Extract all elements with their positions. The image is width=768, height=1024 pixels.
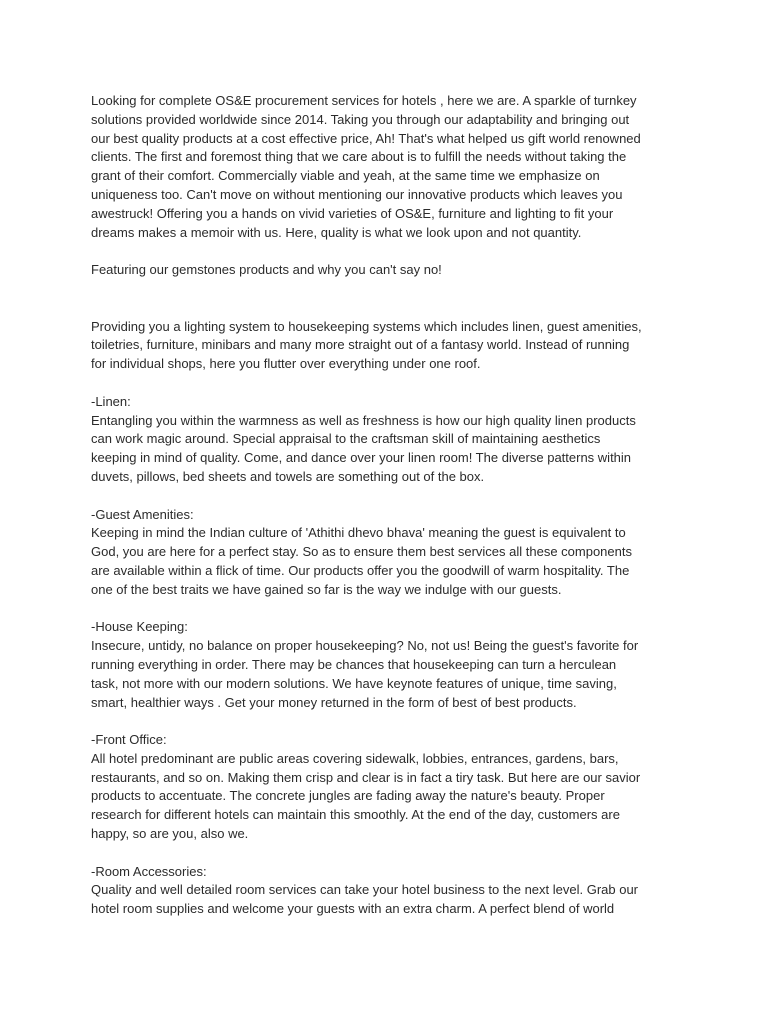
spacer <box>91 600 681 619</box>
section-guest-amenities <box>91 506 681 600</box>
document-page <box>91 92 681 919</box>
section-heading: -House Keeping: <box>91 619 188 635</box>
section-heading: -Front Office: <box>91 732 167 748</box>
spacer <box>91 280 681 318</box>
section-body: Keeping in mind the Indian culture of 'Athithi dhevo bhava' meaning the guest is equivalent to God, you are here for a perfect stay. So as to ensure them best services all these components are available within a flick of time. Our products offer you the goodwill of warm hospitality. The one of the best traits we have gained so far is the way we indulge with our guests. <box>91 525 632 597</box>
section-front-office <box>91 731 681 844</box>
intro-paragraph: Looking for complete OS&E procurement services for hotels , here we are. A sparkle of turnkey solutions provided worldwide since 2014. Taking you through our adaptability and bringing out our best quality products at a cost effective price, Ah! That's what helped us gift world renowned clients. The first and foremost thing that we care about is to fulfill the needs without taking the grant of their comfort. Commercially viable and yeah, at the same time we emphasize on uniqueness too. Can't move on without mentioning our innovative products which leaves you awestruck! Offering you a hands on vivid varieties of OS&E, furniture and lighting to fit your dreams makes a memoir with us. Here, quality is what we look upon and not quantity. <box>91 93 641 240</box>
spacer <box>91 242 681 261</box>
spacer <box>91 844 681 863</box>
section-room-accessories <box>91 863 681 919</box>
section-body: All hotel predominant are public areas covering sidewalk, lobbies, entrances, gardens, bars, restaurants, and so on. Making them crisp and clear is in fact a tiry task. But here are our savior products to accentuate. The concrete jungles are fading away the nature's beauty. Proper research for different hotels can maintain this smoothly. At the end of the day, customers are happy, so are you, also we. <box>91 750 641 842</box>
section-house-keeping <box>91 618 681 712</box>
providing-paragraph: Providing you a lighting system to housekeeping systems which includes linen, guest amenities, toiletries, furniture, minibars and many more straight out of a fantasy world. Instead of running for individual shops, here you flutter over everything under one roof. <box>91 318 642 372</box>
spacer <box>91 374 681 393</box>
section-body: Insecure, untidy, no balance on proper housekeeping? No, not us! Being the guest's favorite for running everything in order. There may be chances that housekeeping can turn a herculean task, not more with our modern solutions. We have keynote features of unique, time saving, smart, healthier ways . Get your money returned in the form of best of best products. <box>91 638 639 710</box>
section-body: Entangling you within the warmness as well as freshness is how our high quality linen products can work magic around. Special appraisal to the craftsman skill of maintaining aesthetics keeping in mind of quality. Come, and dance over your linen room! The diverse patterns within duvets, pillows, bed sheets and towels are something out of the box. <box>91 412 636 484</box>
spacer <box>91 712 681 731</box>
section-body: Quality and well detailed room services can take your hotel business to the next level. Grab our hotel room supplies and welcome your guests with an extra charm. A perfect blend of world <box>91 882 639 917</box>
section-heading: -Guest Amenities: <box>91 506 194 522</box>
section-heading: -Room Accessories: <box>91 863 207 879</box>
spacer <box>91 487 681 506</box>
section-linen <box>91 393 681 487</box>
section-heading: -Linen: <box>91 393 131 409</box>
featuring-paragraph: Featuring our gemstones products and why you can't say no! <box>91 262 442 278</box>
